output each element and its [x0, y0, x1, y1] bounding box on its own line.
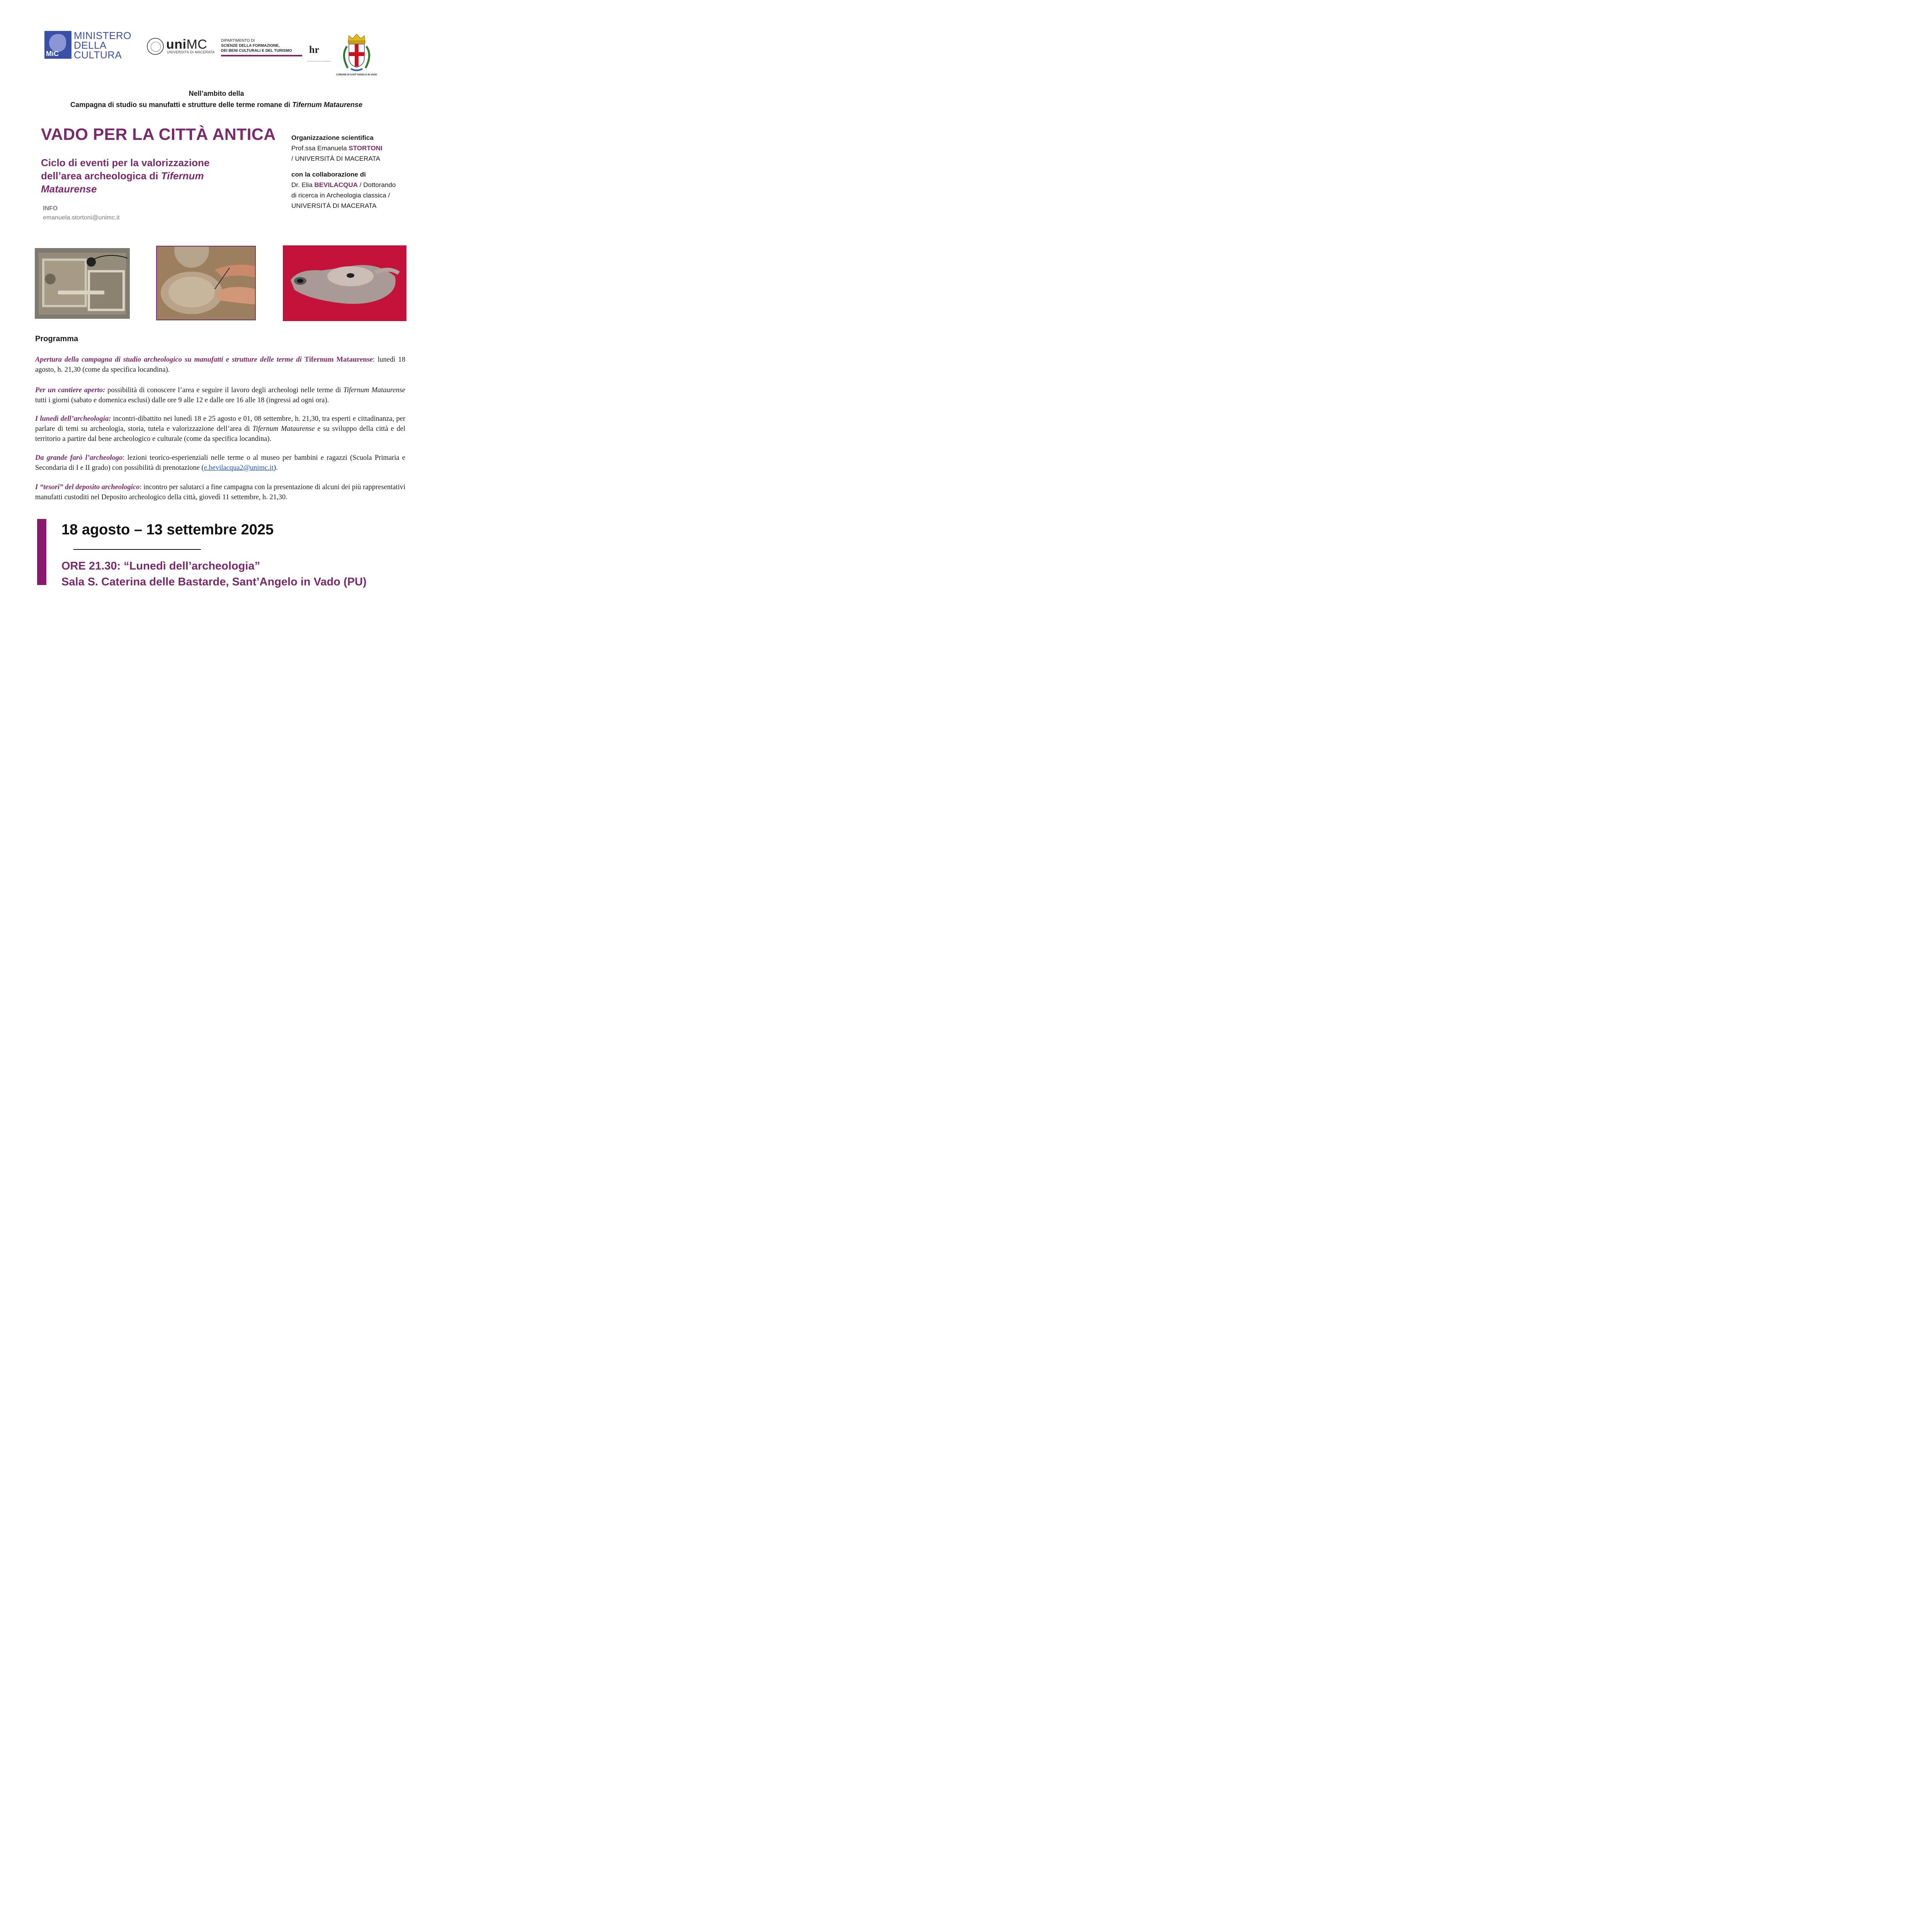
program-item-mondays-text1: incontri-dibattito nei lunedì 18 e 25 agosto e 01, 08 settembre, h. 21,30, tra esperti e cittadinanza, per parlare di temi su archeologia, storia, tutela e valorizzazione dell’area di: [35, 415, 405, 433]
program-heading: Programma: [35, 335, 78, 343]
program-item-kids-text1: : lezioni teorico-esperienziali nelle terme o al museo per bambini e ragazzi (Scuola Primaria e Secondaria di I e II grado) con possibilità di prenotazione (: [35, 454, 405, 472]
mic-badge: MiC: [46, 50, 59, 58]
collaborator-role2: di ricerca in Archeologia classica /: [291, 192, 390, 199]
organizer-surname: STORTONI: [349, 145, 383, 152]
subtitle-line3-site: Mataurense: [41, 183, 97, 195]
aerial-excavation-photo: [35, 248, 130, 319]
program-item-opening-site: Tifernum Mataurense: [304, 356, 373, 364]
program-item-mondays-text2: e su sviluppo della città e del territorio a partire dal bene archeologico e culturale (come da specifica locandina).: [35, 425, 405, 443]
program-item-kids-text2: ).: [274, 464, 278, 472]
organization-block: [291, 133, 419, 211]
collaborator-prefix: Dr. Elia: [291, 181, 315, 189]
footer-time: ORE 21.30: “Lunedì dell’archeologia”: [61, 560, 260, 572]
comune-caption: COMUNE DI SANT'ANGELO IN VADO: [336, 74, 377, 76]
department-line3: DEI BENI CULTURALI E DEL TURISMO: [221, 49, 292, 53]
subtitle-line2-site: Tifernum: [161, 170, 204, 182]
info-email[interactable]: emanuela.stortoni@unimc.it: [43, 214, 120, 221]
program-item-mondays-italic: Tifernum Mataurense: [252, 425, 315, 433]
roman-oil-lamp-photo: [283, 245, 406, 321]
department-line1: DIPARTIMENTO DI: [221, 39, 255, 43]
program-item-treasures: [35, 482, 405, 502]
program-item-kids: [35, 453, 405, 473]
unimc-subtitle: UNIVERSITÀ DI MACERATA: [167, 50, 215, 54]
program-item-kids-lead: Da grande farò l’archeologo: [35, 454, 123, 462]
subtitle-line2: [41, 169, 257, 182]
collaborator-surname: BEVILACQUA: [314, 181, 358, 189]
department-logo: [221, 38, 302, 53]
unimc-light: MC: [186, 37, 207, 52]
program-item-opening-lead: Apertura della campagna di studio archeologico su manufatti e strutture delle terme di: [35, 356, 304, 364]
program-item-treasures-lead: I “tesori” del deposito archeologico: [35, 483, 140, 491]
hr-caption: HR EXCELLENCE IN RESEARCH: [307, 60, 331, 62]
hr-excellence-logo: hr: [309, 44, 319, 55]
mic-emblem: [44, 31, 71, 59]
footer-accent-bar: [37, 519, 46, 585]
intro-line1: Nell’ambito della: [189, 90, 244, 97]
footer-venue: Sala S. Caterina delle Bastarde, Sant’Angelo in Vado (PU): [61, 576, 367, 588]
department-line2: SCIENZE DELLA FORMAZIONE,: [221, 44, 280, 48]
intro-line2-site: Tifernum Mataurense: [292, 101, 362, 109]
info-label: INFO: [43, 205, 58, 212]
footer-divider: [73, 549, 201, 550]
organizer-prefix: Prof.ssa Emanuela: [291, 145, 349, 152]
page-title: VADO PER LA CITTÀ ANTICA: [41, 125, 276, 144]
collaborator-name: [291, 180, 419, 190]
program-item-open-site-text1: possibilità di conoscere l’area e seguire il lavoro degli archeologi nelle terme di: [105, 386, 344, 394]
collaborator-affiliation: UNIVERSITÀ DI MACERATA: [291, 202, 377, 209]
unimc-seal-icon: [147, 38, 164, 55]
program-item-open-site-text2: tutti i giorni (sabato e domenica esclusi) dalle ore 9 alle 12 e dalle ore 16 alle 18 (ingressi ad ogni ora).: [35, 396, 329, 404]
subtitle-line2-text: dell’area archeologica di: [41, 170, 161, 182]
department-underline: [221, 55, 302, 56]
program-item-open-site: [35, 385, 405, 405]
organization-heading: Organizzazione scientifica: [291, 134, 374, 141]
mic-line2: DELLA: [74, 39, 107, 51]
intro-line2-text: Campagna di studio su manufatti e strutture delle terme romane di: [70, 101, 293, 109]
program-item-mondays-lead: I lunedì dell’archeologia:: [35, 415, 111, 423]
subtitle-line1: Ciclo di eventi per la valorizzazione: [41, 157, 210, 168]
program-item-open-site-lead: Per un cantiere aperto:: [35, 386, 105, 394]
collaboration-heading: con la collaborazione di: [291, 171, 366, 178]
booking-email-link[interactable]: e.bevilacqua2@unimc.it: [204, 464, 274, 472]
collaborator-role1: / Dottorando: [357, 181, 396, 189]
program-item-treasures-text: : incontro per salutarci a fine campagna con la presentazione di alcuni dei più rappresentativi manufatti custoditi nel Deposito archeologico della città, giovedì 11 settembre, h. 21,30.: [35, 483, 405, 501]
excavation-hands-photo: [156, 246, 256, 320]
head-profile-icon: [49, 34, 66, 52]
organizer-name: [291, 143, 419, 153]
ministero-cultura-logo: [44, 31, 133, 60]
mic-line3: CULTURA: [74, 49, 122, 61]
unimc-bold: uni: [166, 37, 187, 52]
comune-crest-icon: [335, 31, 378, 73]
page-subtitle: [41, 156, 257, 196]
event-dates: 18 agosto – 13 settembre 2025: [61, 522, 274, 538]
program-item-open-site-italic: Tifernum Mataurense: [343, 386, 405, 394]
program-item-opening: [35, 355, 405, 375]
organizer-affiliation: / UNIVERSITÀ DI MACERATA: [291, 155, 380, 162]
program-item-mondays: [35, 414, 405, 444]
subtitle-line3: [41, 182, 257, 196]
intro-line2: [0, 101, 433, 109]
program-item-opening-text: : lunedì 18 agosto, h. 21,30 (come da specifica locandina).: [35, 356, 405, 374]
mic-wordmark: [74, 31, 131, 60]
mic-line1: MINISTERO: [74, 30, 131, 41]
